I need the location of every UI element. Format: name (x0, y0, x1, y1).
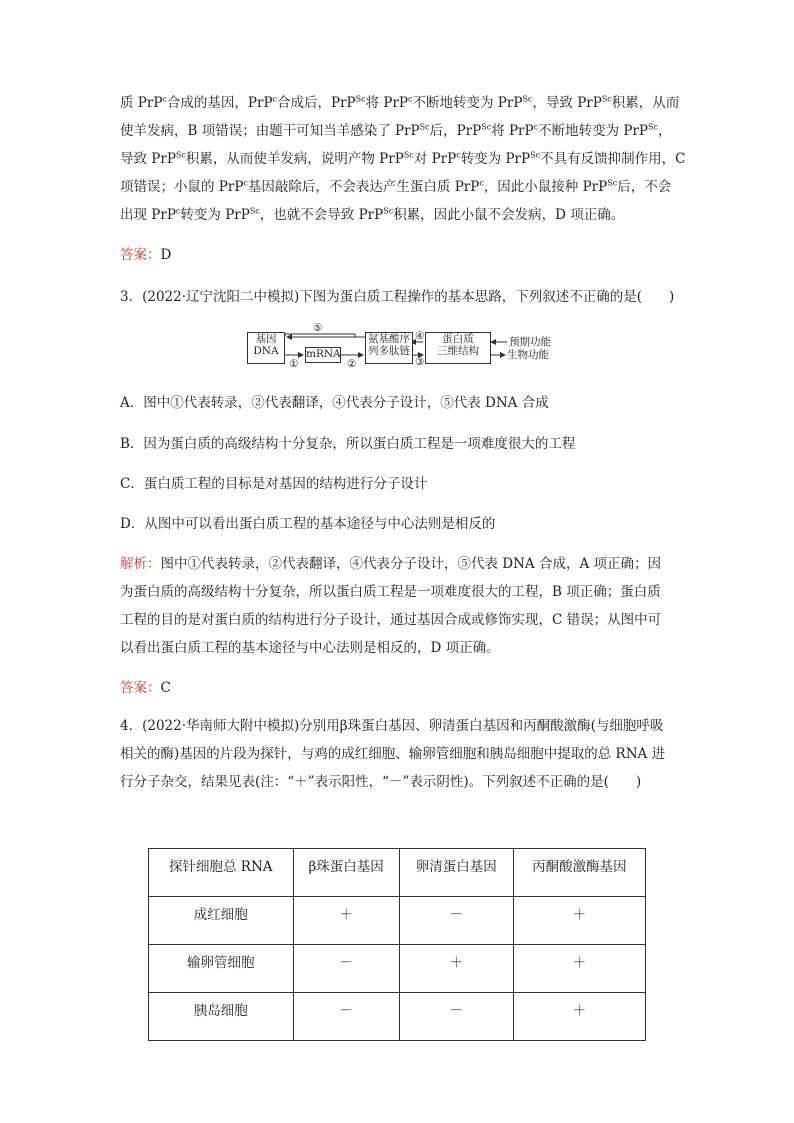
table-row (149, 993, 646, 1041)
question-3-analysis (120, 550, 690, 662)
table-cell: 成红细胞 (149, 897, 294, 945)
text-line: 项错误；小鼠的 PrP$^c$基因敲除后，不会表达产生蛋白质 PrP$^c$，因此小鼠接种 PrP$^{Sc}$后，不会 (120, 178, 672, 195)
explanation-continuation (120, 89, 690, 229)
text-line: 行分子杂交，结果见表(注：“＋”表示阳性，“－”表示阴性)。下列叙述不正确的是( ) (120, 774, 642, 790)
text-line: 导致 PrP$^{Sc}$积累，从而使羊发病，说明产物 PrP$^{Sc}$对 PrP$^c$转变为 PrP$^{Sc}$不具有反馈抑制作用，C (120, 150, 686, 167)
protein-engineering-diagram (245, 322, 555, 370)
mrna-box: mRNA (305, 347, 341, 363)
answer-value: D (160, 247, 172, 263)
protein-structure-box (425, 332, 491, 364)
text-line: 以看出蛋白质工程的基本途径与中心法则是相反的，D 项正确。 (120, 640, 500, 656)
step-5-label: ⑤ (313, 322, 323, 334)
answer-2 (120, 678, 171, 698)
table-header-cell: 探针细胞总 RNA (149, 849, 294, 897)
table-row (149, 945, 646, 993)
text-line: 出现 PrP$^c$转变为 PrP$^{Sc}$，也就不会导致 PrP$^{Sc}$积累，因此小鼠不会发病，D 项正确。 (120, 206, 625, 223)
biological-function-label: 生物功能 (507, 349, 549, 361)
option-a: A．图中①代表转录，②代表翻译，④代表分子设计，⑤代表 DNA 合成 (120, 395, 549, 411)
analysis-label: 解析： (120, 556, 161, 572)
table-row (149, 897, 646, 945)
answer-label: 答案： (120, 247, 161, 263)
table-cell: ＋ (513, 897, 645, 945)
answer-label: 答案： (120, 680, 161, 696)
answer-1 (120, 245, 171, 265)
gene-dna-box (247, 332, 285, 364)
option-b: B．因为蛋白质的高级结构十分复杂，所以蛋白质工程是一项难度很大的工程 (120, 436, 576, 452)
table-cell: － (293, 993, 399, 1041)
table-cell: ＋ (513, 993, 645, 1041)
table-cell: － (399, 897, 513, 945)
protein-line-2: 三维结构 (437, 345, 479, 357)
gene-label: 基因 (255, 333, 277, 345)
text-line: 解析：图中①代表转录，②代表翻译，④代表分子设计，⑤代表 DNA 合成，A 项正确；因 (120, 556, 662, 572)
protein-line-1: 蛋白质 (442, 333, 474, 345)
dna-label: DNA (253, 345, 279, 357)
text-line: 相关的酶)基因的片段为探针，与鸡的成红细胞、输卵管细胞和胰岛细胞中提取的总 RNA 进 (120, 746, 666, 762)
text-line: 4．(2022·华南师大附中模拟)分别用β珠蛋白基因、卵清蛋白基因和丙酮酸激酶(与细胞呼吸 (120, 718, 664, 734)
table-cell: 胰岛细胞 (149, 993, 294, 1041)
question-4-stem (120, 712, 690, 796)
table-cell: ＋ (293, 897, 399, 945)
option-c: C．蛋白质工程的目标是对基因的结构进行分子设计 (120, 476, 428, 492)
step-2-label: ② (347, 358, 357, 370)
text-line: 为蛋白质的高级结构十分复杂，所以蛋白质工程是一项难度很大的工程，B 项正确；蛋白质 (120, 584, 661, 600)
table-cell: ＋ (399, 945, 513, 993)
aa-line-2: 列多肽链 (368, 345, 410, 357)
text-line: 工程的目的是对蛋白质的结构进行分子设计，通过基因合成或修饰实现，C 错误；从图中可 (120, 612, 662, 628)
step-1-label: ① (289, 358, 299, 370)
amino-acid-box (365, 332, 413, 364)
option-d: D．从图中可以看出蛋白质工程的基本途径与中心法则是相反的 (120, 516, 496, 532)
step-4-label: ④ (415, 330, 425, 342)
table-header-cell: β珠蛋白基因 (293, 849, 399, 897)
text-line: 使羊发病，B 项错误；由题干可知当羊感染了 PrP$^{Sc}$后，PrP$^{Sc}$将 PrP$^c$不断地转变为 PrP$^{Sc}$， (120, 122, 672, 139)
question-3-stem: 3．(2022·辽宁沈阳二中模拟)下图为蛋白质工程操作的基本思路，下列叙述不正确的是( ) (120, 289, 675, 305)
expected-function-label: 预期功能 (509, 336, 551, 348)
table-header-cell: 丙酮酸激酶基因 (513, 849, 645, 897)
aa-line-1: 氨基酸序 (368, 333, 410, 345)
table-cell: 输卵管细胞 (149, 945, 294, 993)
text-line: 质 PrP$^c$合成的基因，PrP$^c$合成后，PrP$^{Sc}$将 PrP$^c$不断地转变为 PrP$^{Sc}$，导致 PrP$^{Sc}$积累，从而 (120, 94, 680, 111)
table-header-row (149, 849, 646, 897)
hybridization-results-table (148, 848, 646, 1041)
table-cell: ＋ (513, 945, 645, 993)
table-header-cell: 卵清蛋白基因 (399, 849, 513, 897)
table-cell: － (293, 945, 399, 993)
answer-value: C (160, 680, 171, 696)
table-cell: － (399, 993, 513, 1041)
step-3-label: ③ (415, 356, 425, 368)
